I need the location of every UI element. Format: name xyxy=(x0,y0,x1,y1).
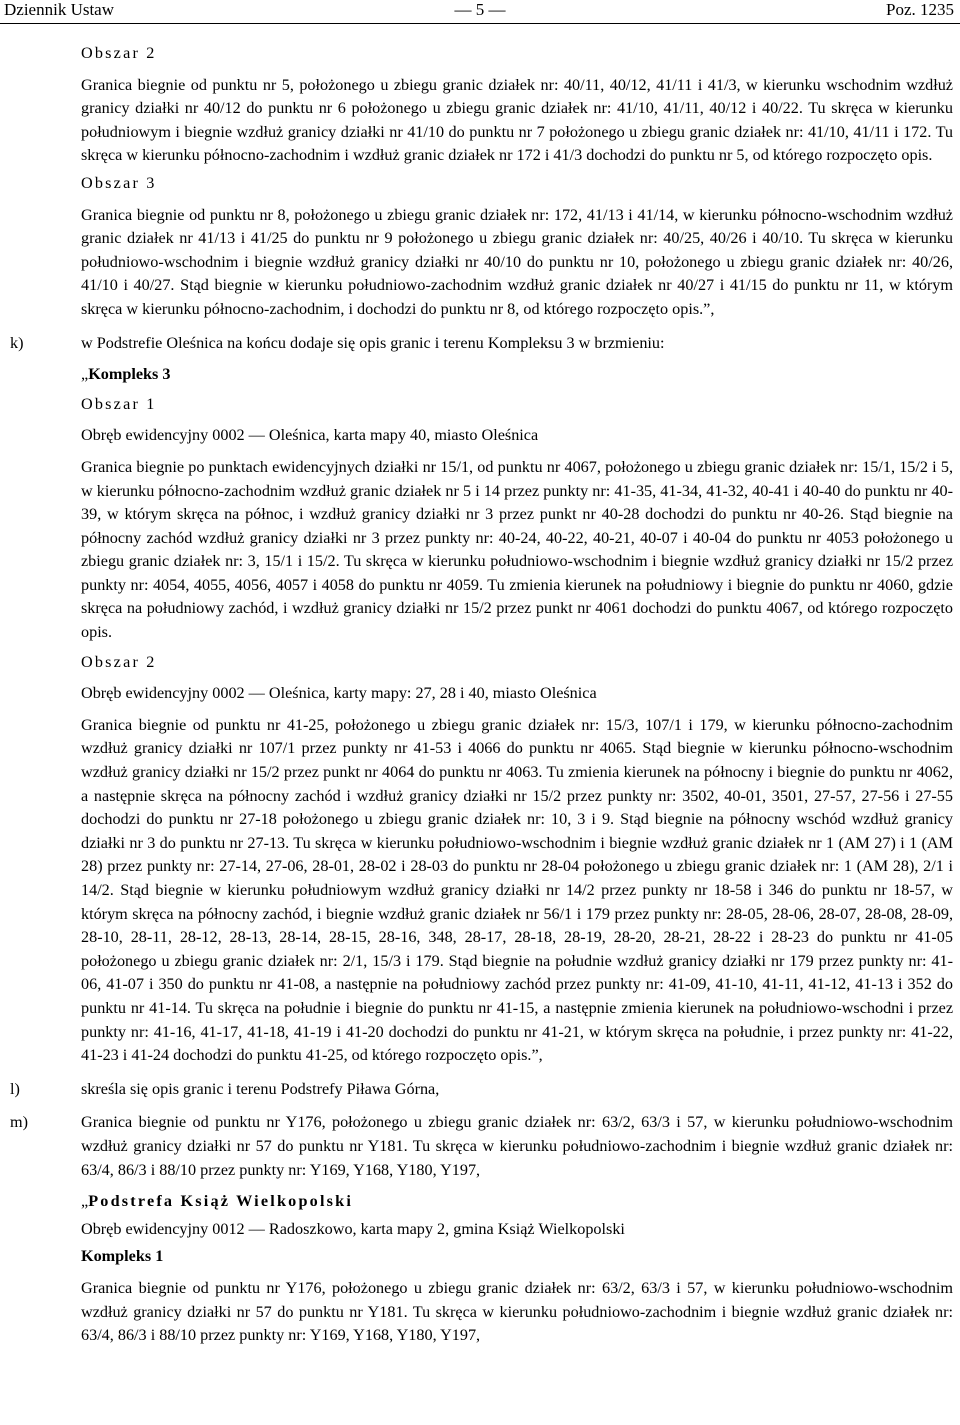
item-l-body xyxy=(81,1078,953,1102)
podstrefa-heading xyxy=(81,1190,953,1214)
page-number: — 5 — xyxy=(454,0,506,19)
list-item-k xyxy=(0,332,960,1068)
paragraph: Granica biegnie od punktu nr Y176, położonego u zbiegu granic działek nr: 63/2, 63/3 i 57, w kierunku południowo-wschodnim wzdłuż granicy działki nr 57 do punktu nr Y181. Tu skręca w kierunku południowo-zachodnim i biegnie wzdłuż granic działek nr: 63/4, 86/3 i 88/10 przez punkty nr: Y169, Y168, Y180, Y197, xyxy=(81,1278,953,1345)
opening-quote: „ xyxy=(81,365,89,384)
page-header xyxy=(0,0,960,24)
paragraph: Granica biegnie od punktu nr 41-25, położonego u zbiegu granic działek nr: 15/3, 107/1 i 179, w kierunku północno-zachodnim wzdłuż granicy działki nr 107/1 przez punkty nr 41-53 i 4066 do punktu nr 4065. Stąd biegnie w kierunku północno-wschodnim wzdłuż granicy działki nr 15/2 przez punkt nr 4064 do punktu nr 4063. Tu zmienia kierunek na północny i biegnie do punktu nr 4062, a następnie skręca na północny zachód i wzdłuż granicy działki nr 15/2 przez punkty nr: 3502, 40-01, 3501, 27-57, 27-56 i 27-55 dochodzi do punktu nr 27-18 położonego u zbiegu granic działek nr: 10, 3 i 9. Stąd biegnie na północny wschód wzdłuż granicy działki nr 3 do punktu nr 27-13. Tu skręca w kierunku południowo-wschodnim i biegnie wzdłuż granic działek nr 1 (AM 27) i 1 (AM 28) przez punkty nr: 27-14, 27-06, 28-01, 28-02 i 28-03 do punktu nr 28-04 położonego u zbiegu granic działek nr: 1 (AM 28), 2/1 i 14/2. Stąd biegnie w kierunku południowym wzdłuż granicy działki nr 14/2 przez punkty nr 18-58 i 346 do punktu nr 18-57, w którym skręca na północny zachód, i biegnie wzdłuż granic działek nr 56/1 i 179 przez punkty nr: 28-05, 28-06, 28-07, 28-08, 28-09, 28-10, 28-11, 28-12, 28-13, 28-14, 28-15, 28-16, 348, 28-17, 28-18, 28-19, 28-20, 28-21, 28-22 i 28-23 do punktu nr 41-05 położonego u zbiegu granic działek nr: 2/1, 15/3 i 179. Stąd biegnie na południe wzdłuż granicy działki nr 179 przez punkty nr: 41-06, 41-07 i 350 do punktu nr 41-08, a następnie na południowy zachód przez punkty nr: 41-09, 41-10, 41-11, 41-12, 41-13 i 352 do punktu nr 41-14. Tu skręca na południe i biegnie do punktu nr 41-15, a następnie zmienia kierunek na południowo-wschodni i przez punkty nr: 41-16, 41-17, 41-18, 41-19 i 41-20 dochodzi do punktu nr 41-21, w którym skręca na południe, i przez punkty nr: 41-22, 41-23 i 41-24 dochodzi do punktu 41-25, od którego rozpoczęto opis.”, xyxy=(81,715,953,1065)
item-k-body xyxy=(81,332,953,1068)
journal-title: Dziennik Ustaw xyxy=(4,0,115,19)
obszar-heading: Obszar 2 xyxy=(81,652,157,671)
kompleks-title: Kompleks 1 xyxy=(81,1247,164,1266)
list-marker: l) xyxy=(10,1079,20,1098)
list-marker: k) xyxy=(10,333,24,352)
kompleks-heading xyxy=(81,363,953,387)
section-obszar-2-top xyxy=(81,42,953,168)
opening-quote: „ xyxy=(81,1192,89,1211)
item-m-body xyxy=(81,1111,953,1347)
paragraph: Granica biegnie od punktu nr 5, położonego u zbiegu granic działek nr: 40/11, 40/12, 41/11 i 41/3, w kierunku wschodnim wzdłuż granicy działki nr 40/12 do punktu nr 6 położonego u zbiegu granic działek nr: 41/10, 41/11, 40/12 i 40/22. Tu skręca w kierunku południowym i biegnie wzdłuż granicy działki nr 41/10 do punktu nr 7 położonego u zbiegu granic działek nr: 41/10, 41/11 i 172. Tu skręca w kierunku północno-zachodnim i wzdłuż granic działek nr 172 i 41/3 dochodzi do punktu nr 5, od którego rozpoczęto opis. xyxy=(81,75,953,165)
obszar-heading: Obszar 1 xyxy=(81,394,157,413)
list-item-m xyxy=(0,1111,960,1347)
obreb-subheading: Obręb ewidencyjny 0002 — Oleśnica, karty mapy: 27, 28 i 40, miasto Oleśnica xyxy=(81,684,597,703)
paragraph: Granica biegnie po punktach ewidencyjnych działki nr 15/1, od punktu nr 4067, położonego u zbiegu granic działek nr: 15/1, 15/2 i 5, w kierunku północno-zachodnim wzdłuż granic działek nr 5 i 14 przez punkty nr: 41-35, 41-34, 41-32, 40-41 i 40-40 do punktu nr 40-39, w którym skręca na północ, i wzdłuż granicy działki nr 3 przez punkt nr 40-28 dochodzi do punktu nr 40-26. Stąd biegnie na północny zachód wzdłuż granicy działki nr 3 przez punkty nr: 40-24, 40-22, 40-21, 40-07 i 40-04 do punktu nr 4053 położonego u zbiegu granic działek nr: 3, 15/1 i 15/2. Tu skręca w kierunku południowo-wschodnim i biegnie wzdłuż granicy działki nr 15/2 przez punkty nr: 4054, 4055, 4056, 4057 i 4058 do punktu nr 4059. Tu zmienia kierunek na południowy i biegnie do punktu nr 4060, gdzie skręca na południowy zachód, i wzdłuż granicy działki nr 15/2 przez punkt nr 4061 dochodzi do punktu 4067, od którego rozpoczęto opis. xyxy=(81,457,953,642)
list-item-l xyxy=(0,1078,960,1102)
page-content xyxy=(0,42,960,1348)
podstrefa-title: Podstrefa Książ Wielkopolski xyxy=(88,1192,354,1211)
position-number: Poz. 1235 xyxy=(886,0,954,19)
paragraph: w Podstrefie Oleśnica na końcu dodaje się opis granic i terenu Kompleksu 3 w brzmieniu: xyxy=(81,333,665,352)
paragraph: Granica biegnie od punktu nr Y176, położonego u zbiegu granic działek nr: 63/2, 63/3 i 57, w kierunku południowo-wschodnim wzdłuż granicy działki nr 57 do punktu nr Y181. Tu skręca w kierunku południowo-zachodnim i biegnie wzdłuż granic działek nr: 63/4, 86/3 i 88/10 przez punkty nr: Y169, Y168, Y180, Y197, xyxy=(81,1113,953,1179)
obszar-heading: Obszar 2 xyxy=(81,44,157,62)
obreb-subheading: Obręb ewidencyjny 0012 — Radoszkowo, karta mapy 2, gmina Książ Wielkopolski xyxy=(81,1219,625,1238)
paragraph: Granica biegnie od punktu nr 8, położonego u zbiegu granic działek nr: 172, 41/13 i 41/14, w kierunku północno-wschodnim wzdłuż granic działek nr 41/13 i 41/25 do punktu nr 9 położonego u zbiegu granic działek nr: 40/25, 40/26 i 40/10. Tu skręca w kierunku południowo-wschodnim i biegnie wzdłuż granicy działki nr 40/10 do punktu nr 10, położonego u zbiegu granic działek nr: 40/26, 41/10 i 40/27. Stąd biegnie w kierunku południowo-zachodnim wzdłuż granic działek nr 40/27 i 41/15 do punktu nr 11, w którym skręca w kierunku północno-zachodnim, i dochodzi do punktu nr 8, od którego rozpoczęto opis.”, xyxy=(81,205,953,318)
obreb-subheading: Obręb ewidencyjny 0002 — Oleśnica, karta mapy 40, miasto Oleśnica xyxy=(81,426,539,445)
obszar-heading: Obszar 3 xyxy=(81,173,157,192)
section-obszar-3-top xyxy=(81,172,953,322)
kompleks-title: Kompleks 3 xyxy=(88,365,171,384)
paragraph: skreśla się opis granic i terenu Podstrefy Piława Górna, xyxy=(81,1079,440,1098)
list-marker: m) xyxy=(10,1113,28,1132)
